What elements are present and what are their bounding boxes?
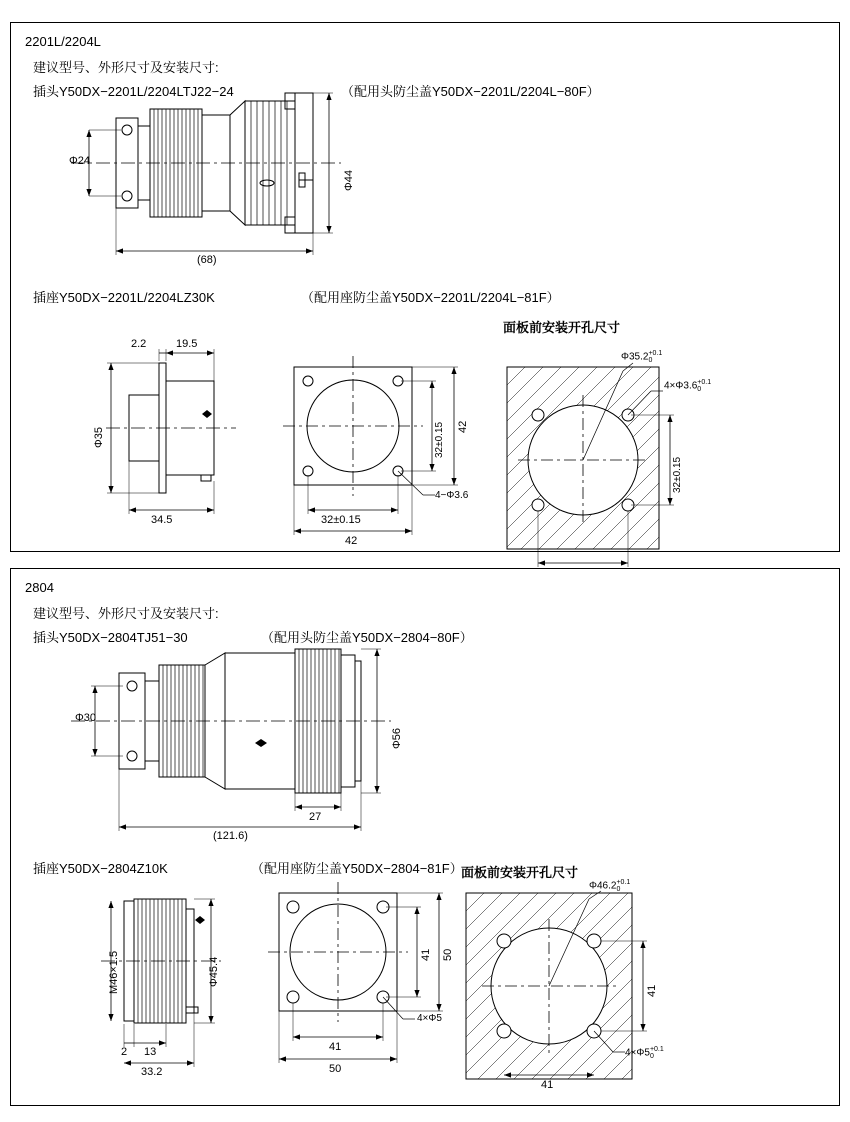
plug-label: 插头Y50DX−2201L/2204LTJ22−24 <box>33 84 234 99</box>
cutout-bore-tol-upper: +0.1 <box>648 350 663 357</box>
cutout-bore-tol-lower: 0 <box>648 357 653 364</box>
cutout-2804-bore-tol-upper: +0.1 <box>616 879 631 886</box>
plug-2804-dim-knurl-length: 27 <box>309 811 322 823</box>
cutout-holes-tol-lower: 0 <box>697 386 702 393</box>
recept-2804-thread: M46×1.5 <box>108 950 120 994</box>
cutout-spacing-v: 32±0.15 <box>672 456 683 493</box>
recept-front-flange-height: 42 <box>457 420 469 433</box>
recept-2804-front-spacing-v: 41 <box>420 948 432 961</box>
cutout-2804-spacing-h: 41 <box>541 1079 554 1091</box>
recept-front-hole-spacing-h: 32±0.15 <box>321 514 361 526</box>
cutout-2804-holes-value: 4×Φ5 <box>625 1047 650 1059</box>
cutout-2804-spacing-v: 41 <box>646 984 658 997</box>
recept-2804-total-length: 33.2 <box>141 1066 163 1078</box>
recept-front-flange-width: 42 <box>345 535 358 547</box>
plug-dim-length: (68) <box>197 254 217 266</box>
section-panel-2804 <box>10 568 840 1106</box>
panel-cutout-title: 面板前安装开孔尺寸 <box>503 320 621 335</box>
recept-dim-diameter: Φ35 <box>93 426 105 448</box>
recept-2804-front-holes: 4×Φ5 <box>417 1013 442 1024</box>
panel-cutout-title-2804: 面板前安装开孔尺寸 <box>461 865 579 880</box>
recept-front-holes: 4−Φ3.6 <box>435 490 469 501</box>
recept-dim-body-length: 19.5 <box>176 338 198 350</box>
cutout-holes-tol-upper: +0.1 <box>697 379 712 386</box>
section-subheading-2804: 建议型号、外形尺寸及安装尺寸: <box>33 606 219 621</box>
receptacle-drawings-2804 <box>11 569 841 1107</box>
plug-2804-dim-left-diameter: Φ30 <box>75 712 97 724</box>
cutout-2804-bore <box>589 879 630 893</box>
plug-dim-left-diameter: Φ24 <box>69 155 91 167</box>
receptacle-label-2804: 插座Y50DX−2804Z10K <box>33 861 168 876</box>
recept-2804-body-length: 13 <box>144 1046 157 1058</box>
recept-dim-flange-thickness: 2.2 <box>131 338 147 350</box>
section-panel-2201L-2204L <box>10 22 840 552</box>
cutout-holes-value: 4×Φ3.6 <box>664 380 698 392</box>
cutout-bore-value: Φ35.2 <box>621 351 649 363</box>
recept-2804-front-flange-height: 50 <box>442 948 454 961</box>
recept-2804-front-flange-width: 50 <box>329 1063 342 1075</box>
recept-front-hole-spacing-v: 32±0.15 <box>434 421 445 458</box>
cutout-2804-holes-tol-upper: +0.1 <box>649 1046 664 1053</box>
recept-dim-total-length: 34.5 <box>151 514 173 526</box>
cutout-2804-holes-tol-lower: 0 <box>649 1053 654 1060</box>
cutout-2804-bore-tol-lower: 0 <box>616 886 621 893</box>
section-heading-2804: 2804 <box>25 580 54 595</box>
plug-2804-dim-length: (121.6) <box>213 830 248 842</box>
recept-2804-diameter: Φ45.4 <box>208 956 220 987</box>
receptacle-label: 插座Y50DX−2201L/2204LZ30K <box>33 290 215 305</box>
cutout-holes <box>664 379 711 393</box>
plug-dim-right-diameter: Φ44 <box>343 169 355 191</box>
plug-label-2804: 插头Y50DX−2804TJ51−30 <box>33 630 188 645</box>
recept-2804-flange-thickness: 2 <box>121 1046 128 1058</box>
section-heading: 2201L/2204L <box>25 34 101 49</box>
cutout-2804-bore-value: Φ46.2 <box>589 880 617 892</box>
cutout-bore <box>621 350 662 364</box>
recept-2804-front-spacing-h: 41 <box>329 1041 342 1053</box>
plug-note: （配用头防尘盖Y50DX−2201L/2204L−80F） <box>341 84 600 99</box>
section-subheading: 建议型号、外形尺寸及安装尺寸: <box>33 60 219 75</box>
cutout-2804-holes <box>625 1046 664 1060</box>
plug-2804-dim-right-diameter: Φ56 <box>391 727 403 749</box>
receptacle-note-2804: （配用座防尘盖Y50DX−2804−81F） <box>251 861 463 876</box>
receptacle-drawings-2201L <box>11 23 841 553</box>
receptacle-note: （配用座防尘盖Y50DX−2201L/2204L−81F） <box>301 290 560 305</box>
plug-note-2804: （配用头防尘盖Y50DX−2804−80F） <box>261 630 473 645</box>
